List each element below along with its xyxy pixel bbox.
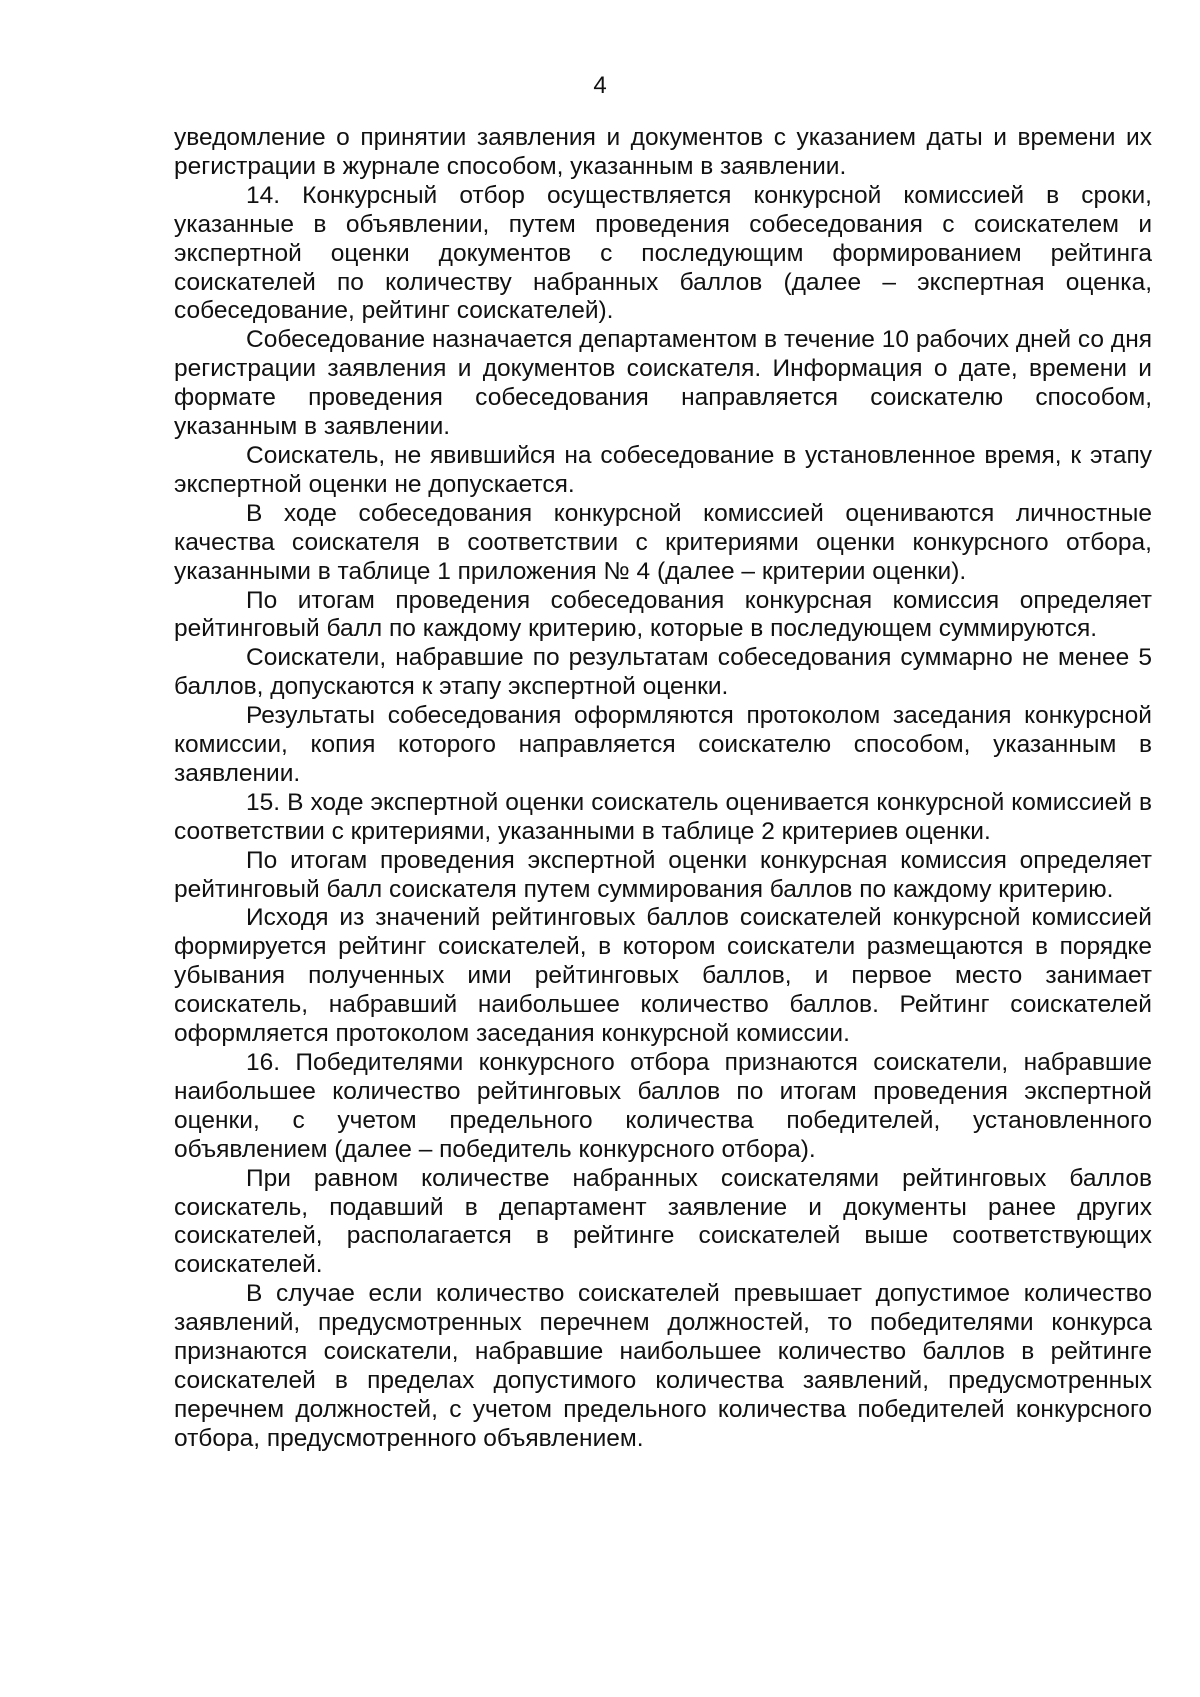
paragraph-interview-scoring: По итогам проведения собеседования конкурсная комиссия определяет рейтинговый балл по каждому критерию, которые в последующем суммируются.: [174, 586, 1152, 643]
paragraph-14-competition-procedure: 14. Конкурсный отбор осуществляется конкурсной комиссией в сроки, указанные в объявлении, путем проведения собеседования с соискателем и экспертной оценки документов с последующим формированием рейтинга соискателей по количеству набранных баллов (далее – экспертная оценка, собеседование, рейтинг соискателей).: [174, 181, 1152, 325]
document-body: [174, 124, 1152, 1454]
paragraph-expert-scoring: По итогам проведения экспертной оценки конкурсная комиссия определяет рейтинговый балл соискателя путем суммирования баллов по каждому критерию.: [174, 846, 1152, 903]
paragraph-interview-absence: Соискатель, не явившийся на собеседование в установленное время, к этапу экспертной оценки не допускается.: [174, 441, 1152, 498]
paragraph-equal-scores: При равном количестве набранных соискателями рейтинговых баллов соискатель, подавший в департамент заявление и документы ранее других соискателей, располагается в рейтинге соискателей выше соответствующих соискателей.: [174, 1164, 1152, 1279]
paragraph-15-expert-evaluation: 15. В ходе экспертной оценки соискатель оценивается конкурсной комиссией в соответствии с критериями, указанными в таблице 2 критериев оценки.: [174, 788, 1152, 845]
paragraph-excess-applicants: В случае если количество соискателей превышает допустимое количество заявлений, предусмотренных перечнем должностей, то победителями конкурса признаются соискатели, набравшие наибольшее количество баллов в рейтинге соискателей в пределах допустимого количества заявлений, предусмотренных перечнем должностей, с учетом предельного количества победителей конкурсного отбора, предусмотренного объявлением.: [174, 1280, 1152, 1452]
paragraph-continuation: уведомление о принятии заявления и документов с указанием даты и времени их регистрации в журнале способом, указанным в заявлении.: [174, 124, 1152, 180]
paragraph-16-winners: 16. Победителями конкурсного отбора признаются соискатели, набравшие наибольшее количество рейтинговых баллов по итогам проведения экспертной оценки, с учетом предельного количества победителей, установленного объявлением (далее – победитель конкурсного отбора).: [174, 1049, 1152, 1163]
paragraph-interview-assessment: В ходе собеседования конкурсной комиссией оцениваются личностные качества соискателя в соответствии с критериями оценки конкурсного отбора, указанными в таблице 1 приложения № 4 (далее – критерии оценки).: [174, 499, 1152, 585]
paragraph-rating-formation: Исходя из значений рейтинговых баллов соискателей конкурсной комиссией формируется рейтинг соискателей, в котором соискатели размещаются в порядке убывания полученных ими рейтинговых баллов, и первое место занимает соискатель, набравший наибольшее количество баллов. Рейтинг соискателей оформляется протоколом заседания конкурсной комиссии.: [174, 904, 1152, 1048]
page-number: 4: [593, 72, 607, 99]
paragraph-interview-threshold: Соискатели, набравшие по результатам собеседования суммарно не менее 5 баллов, допускаются к этапу экспертной оценки.: [174, 644, 1152, 701]
paragraph-interview-results: Результаты собеседования оформляются протоколом заседания конкурсной комиссии, копия которого направляется соискателю способом, указанным в заявлении.: [174, 702, 1152, 787]
paragraph-interview-scheduling: Собеседование назначается департаментом в течение 10 рабочих дней со дня регистрации заявления и документов соискателя. Информация о дате, времени и формате проведения собеседования направляется соискателю способом, указанным в заявлении.: [174, 326, 1152, 441]
